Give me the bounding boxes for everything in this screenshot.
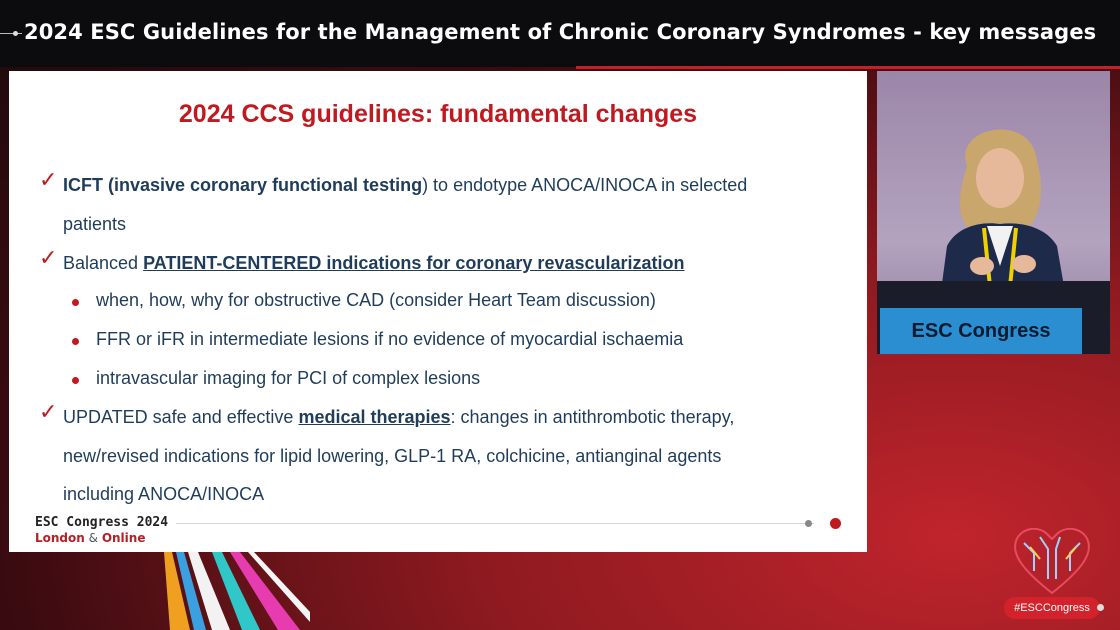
item-icft-rest: ) to endotype ANOCA/INOCA in selected: [422, 175, 748, 195]
item-revasc-prefix: Balanced: [63, 253, 144, 273]
slide-footer-location: [35, 531, 145, 545]
footer-amp: &: [84, 531, 102, 545]
item-icft: [63, 175, 747, 196]
podium-sign-text: ESC Congress: [911, 319, 1051, 342]
title-dot: [13, 31, 18, 36]
hashtag-badge: [1004, 597, 1100, 619]
title-rule: [0, 33, 22, 34]
speaker-video: [877, 71, 1110, 354]
item-med-cont1: new/revised indications for lipid lowering, GLP-1 RA, colchicine, antianginal agents: [63, 446, 722, 466]
hashtag-text: #ESCCongress: [1014, 602, 1090, 614]
footer-online: Online: [101, 531, 146, 545]
item-medical-therapies: [63, 407, 734, 428]
slide-progress-line: [176, 523, 814, 524]
slide-heading: 2024 CCS guidelines: fundamental changes: [178, 100, 698, 128]
footer-city: London: [35, 531, 85, 545]
subbullet-1: when, how, why for obstructive CAD (consider Heart Team discussion): [96, 290, 656, 310]
item-med-underlined: medical therapies: [298, 407, 451, 427]
title-bar: [0, 0, 1120, 67]
item-med-cont2: including ANOCA/INOCA: [63, 484, 265, 504]
item-icft-cont: patients: [63, 214, 127, 234]
slide-progress-dot: [805, 520, 812, 527]
heart-logo-icon: [1010, 523, 1094, 595]
bullet-icon: [72, 299, 79, 306]
item-med-prefix: UPDATED safe and effective: [63, 407, 299, 427]
checkmark-icon: ✓: [39, 168, 58, 193]
video-title: 2024 ESC Guidelines for the Management of Chronic Coronary Syndromes - key messages: [24, 20, 1097, 44]
item-revasc-underlined: PATIENT-CENTERED indications for coronary revascularization: [143, 253, 685, 273]
item-revascularization: [63, 253, 685, 274]
slide-footer-brand: ESC Congress 2024: [35, 515, 169, 530]
item-med-rest: : changes in antithrombotic therapy,: [450, 407, 735, 427]
subbullet-2: FFR or iFR in intermediate lesions if no evidence of myocardial ischaemia: [96, 329, 684, 349]
bullet-icon: [72, 377, 79, 384]
bullet-icon: [72, 338, 79, 345]
subbullet-3: intravascular imaging for PCI of complex lesions: [96, 368, 481, 388]
checkmark-icon: ✓: [39, 246, 58, 271]
checkmark-icon: ✓: [39, 400, 58, 425]
hashtag-dot: [1097, 604, 1104, 611]
item-icft-bold: ICFT (invasive coronary functional testing: [63, 175, 423, 195]
podium-sign: [880, 308, 1082, 354]
slide-progress-current-dot: [830, 518, 841, 529]
stage-lights-decoration: [150, 552, 310, 630]
presentation-slide: [9, 71, 867, 552]
title-underline: [576, 66, 1120, 69]
